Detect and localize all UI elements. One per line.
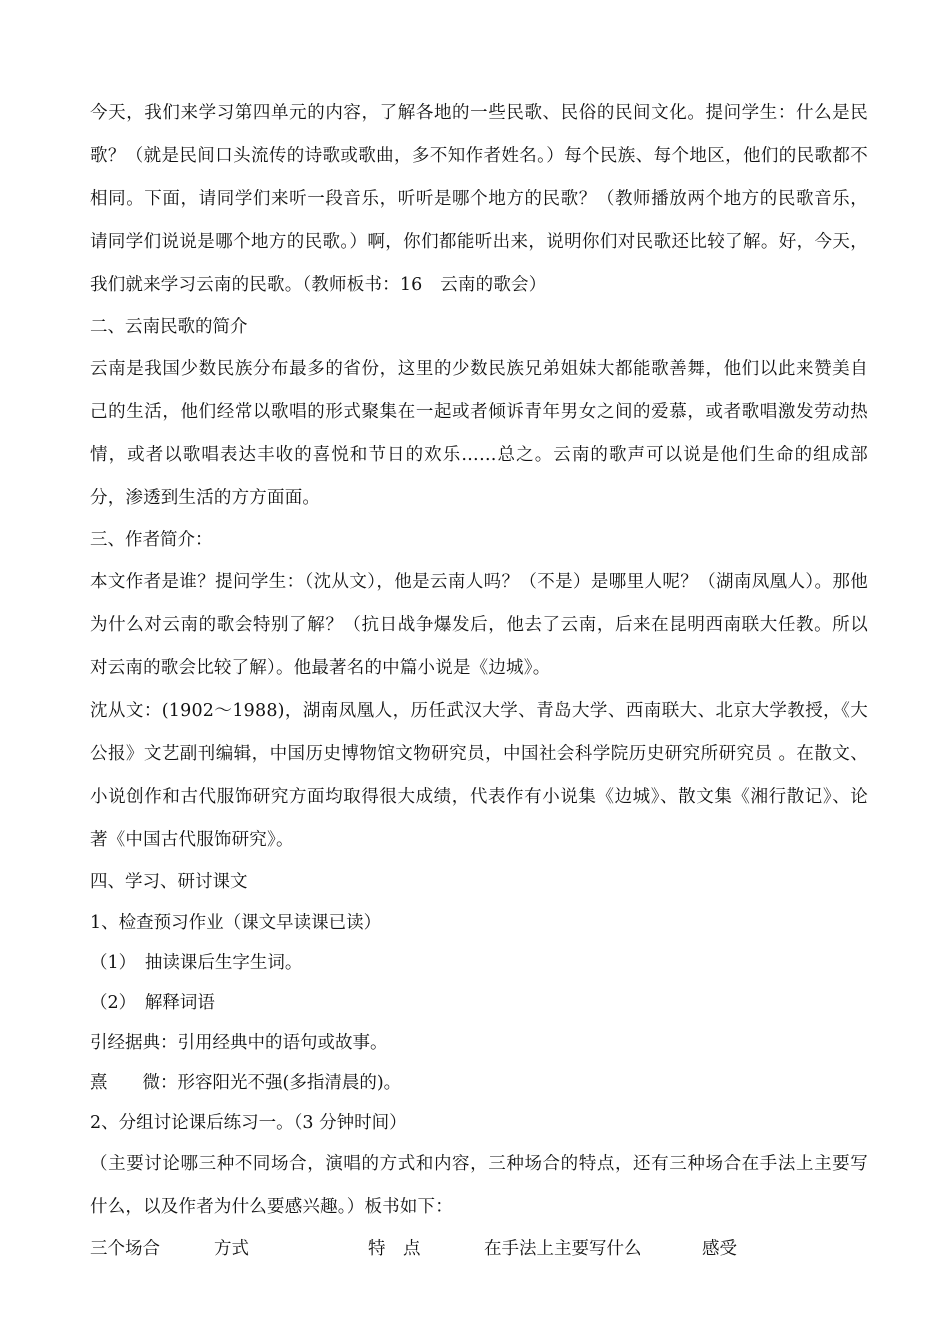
item-1-1: （1） 抽读课后生字生词。 xyxy=(90,953,303,973)
section3-heading: 三、作者简介： xyxy=(90,530,213,550)
header-col-features: 特 点 xyxy=(368,1239,421,1259)
section4-heading: 四、学习、研讨课文 xyxy=(90,872,248,892)
header-col-feelings: 感受 xyxy=(702,1239,737,1259)
section3-paragraph-2: 沈从文：(1902～1988)，湖南凤凰人，历任武汉大学、青岛大学、西南联大、北京大学教授，《大公报》文艺副刊编辑，中国历史博物馆文物研究员，中国社会科学院历史研究所研究员 。在散文、小说创作和古代服饰研究方面均取得很大成绩，代表作有小说集《边城》、散文集《湘行散记》、论著《中国古代服饰研究》。 xyxy=(90,701,868,850)
section2-heading: 二、云南民歌的简介 xyxy=(90,317,248,337)
intro-paragraph: 今天，我们来学习第四单元的内容，了解各地的一些民歌、民俗的民间文化。提问学生：什么是民歌？（就是民间口头流传的诗歌或歌曲，多不知作者姓名。）每个民族、每个地区，他们的民歌都不相同。下面，请同学们来听一段音乐，听听是哪个地方的民歌？（教师播放两个地方的民歌音乐，请同学们说说是哪个地方的民歌。）啊，你们都能听出来，说明你们对民歌还比较了解。好，今天，我们就来学习云南的民歌。（教师板书：16 云南的歌会） xyxy=(90,103,868,295)
item-2-paragraph: （主要讨论哪三种不同场合，演唱的方式和内容，三种场合的特点，还有三种场合在手法上主要写什么，以及作者为什么要感兴趣。）板书如下： xyxy=(90,1154,868,1217)
document-page xyxy=(90,92,868,1269)
header-col-technique: 在手法上主要写什么 xyxy=(484,1239,642,1259)
item-1: 1、检查预习作业（课文早读课已读） xyxy=(90,913,382,933)
term-2: 熹 微：形容阳光不强(多指清晨的)。 xyxy=(90,1073,402,1093)
item-1-2: （2） 解释词语 xyxy=(90,993,215,1013)
header-col-method: 方式 xyxy=(214,1239,249,1259)
board-table-header xyxy=(90,1229,868,1269)
item-2: 2、分组讨论课后练习一。（3 分钟时间） xyxy=(90,1113,407,1133)
section2-paragraph: 云南是我国少数民族分布最多的省份，这里的少数民族兄弟姐妹大都能歌善舞，他们以此来赞美自己的生活，他们经常以歌唱的形式聚集在一起或者倾诉青年男女之间的爱慕，或者歌唱激发劳动热情，或者以歌唱表达丰收的喜悦和节日的欢乐……总之。云南的歌声可以说是他们生命的组成部分，渗透到生活的方方面面。 xyxy=(90,359,868,508)
term-1: 引经据典：引用经典中的语句或故事。 xyxy=(90,1033,388,1053)
header-col-occasions: 三个场合 xyxy=(90,1239,160,1259)
section3-paragraph-1: 本文作者是谁？提问学生：（沈从文），他是云南人吗？（不是）是哪里人呢？（湖南凤凰人）。那他为什么对云南的歌会特别了解？（抗日战争爆发后，他去了云南，后来在昆明西南联大任教。所以对云南的歌会比较了解）。他最著名的中篇小说是《边城》。 xyxy=(90,572,868,678)
